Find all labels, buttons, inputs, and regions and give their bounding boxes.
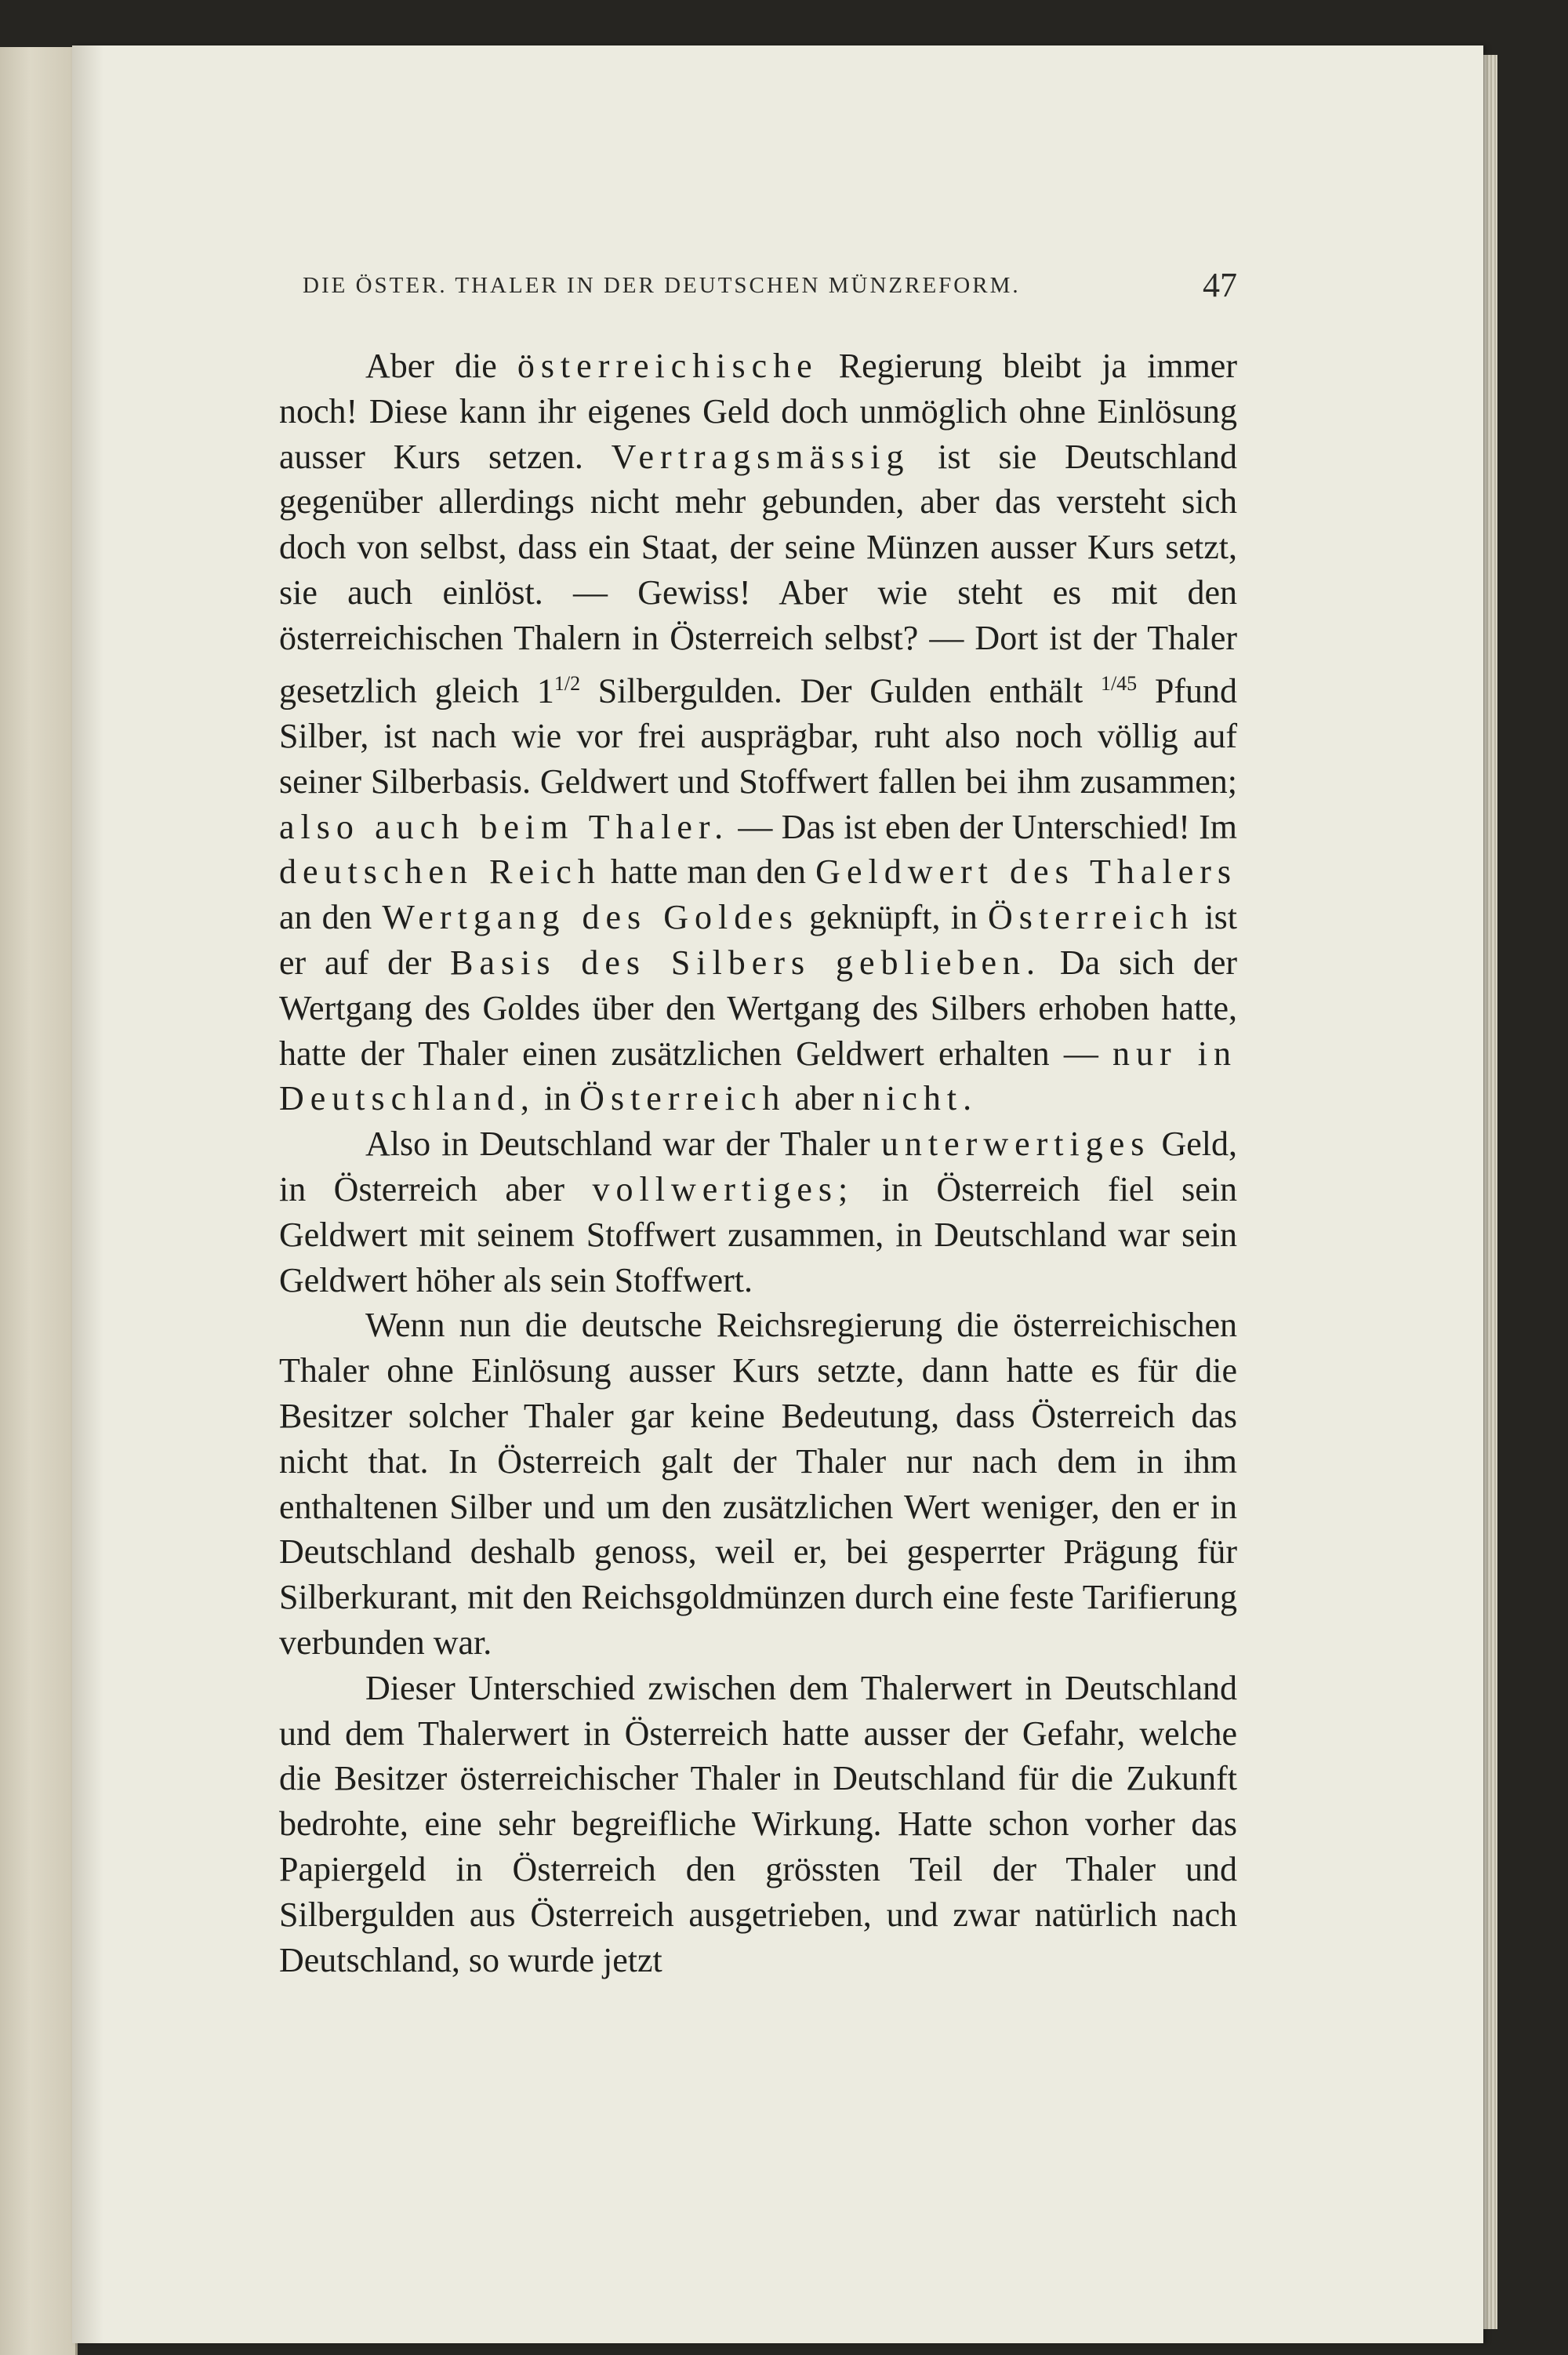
gutter-shadow: [72, 45, 103, 2343]
text-run: Silbergulden. Der Gulden enthält: [580, 671, 1101, 710]
text-run: — Das ist eben der Unterschied! Im: [729, 807, 1238, 846]
spaced-emphasis: Wertgang des Goldes: [382, 898, 799, 937]
spaced-emphasis: also auch beim Thaler.: [279, 807, 730, 846]
spaced-emphasis: Österreich: [988, 898, 1195, 937]
running-head: [303, 265, 1237, 312]
spaced-emphasis: Österreich: [579, 1079, 786, 1118]
text-run: aber: [786, 1079, 863, 1118]
text-run: hatte man den: [601, 852, 816, 892]
previous-page-edge: [0, 47, 78, 2355]
paragraph-2: [279, 1121, 1237, 1303]
fraction: 1/2: [554, 671, 581, 695]
text-run: Regierung bleibt ja immer noch! Diese kann ihr eigenes Geld doch unmöglich ohne Einlösung ausser Kurs setzen.: [279, 347, 1237, 476]
text-run: ist sie Deutschland gegenüber allerdings nicht mehr gebunden, aber das versteht sich doch von selbst, dass ein Staat, der seine Münzen ausser Kurs setzt, sie auch einlöst. — Gewiss! Aber wie steht es mit den österreichischen Thalern in Österreich selbst? — Dort ist der Thaler gesetzlich gleich 1: [279, 437, 1237, 710]
spaced-emphasis: Geldwert des Thalers: [815, 852, 1237, 892]
spaced-emphasis: nur in Deutschland,: [279, 1034, 1237, 1118]
spaced-emphasis: deutschen Reich: [279, 852, 601, 892]
running-title: DIE ÖSTER. THALER IN DER DEUTSCHEN MÜNZREFORM.: [303, 273, 1021, 298]
text-run: Geld, in Österreich aber: [279, 1125, 1237, 1208]
spaced-emphasis: Basis des Silbers geblieben.: [450, 943, 1042, 983]
fraction: 1/45: [1100, 671, 1138, 695]
spaced-emphasis: vollwertiges;: [592, 1170, 855, 1208]
paragraph-3: Wenn nun die deutsche Reichsregierung die österreichischen Thaler ohne Einlösung ausser Kurs setzte, dann hatte es für die Besitzer solcher Thaler gar keine Bedeutung, dass Österreich das nicht that. In Österreich galt der Thaler nur nach dem in ihm enthaltenen Silber und um den zusätzlichen Wert weniger, den er in Deutschland deshalb genoss, weil er, bei gesperrter Prägung für Silberkurant, mit den Reichsgoldmünzen durch eine feste Tarifierung verbunden war.: [279, 1306, 1237, 1662]
spaced-emphasis: nicht.: [862, 1079, 978, 1118]
text-run: Also in Deutschland war der Thaler: [365, 1125, 881, 1164]
text-run: an den: [279, 898, 383, 937]
page-number: 47: [1203, 266, 1237, 304]
paragraph-1: [279, 343, 1237, 1121]
spaced-emphasis: unterwertiges: [880, 1125, 1151, 1164]
spaced-emphasis: österreichische: [517, 347, 818, 385]
text-run: in Österreich fiel sein Geldwert mit seinem Stoffwert zusammen, in Deutschland war sein Geldwert höher als sein Stoffwert.: [279, 1170, 1237, 1299]
paragraph-4: Dieser Unterschied zwischen dem Thalerwert in Deutschland und dem Thalerwert in Österreich hatte ausser der Gefahr, welche die Besitzer österreichischer Thaler in Deutschland für die Zukunft bedrohte, eine sehr begreifliche Wirkung. Hatte schon vorher das Papiergeld in Österreich den grössten Teil der Thaler und Silbergulden aus Österreich ausgetrieben, und zwar natürlich nach Deutschland, so wurde jetzt: [279, 1668, 1237, 1979]
text-run: geknüpft, in: [798, 898, 989, 937]
text-run: Pfund Silber, ist nach wie vor frei ausprägbar, ruht also noch völlig auf seiner Silberbasis. Geldwert und Stoffwert fallen bei ihm zusammen;: [279, 671, 1238, 801]
spaced-emphasis: Vertragsmässig: [611, 437, 910, 476]
text-run: in: [535, 1079, 580, 1118]
text-run: Da sich der Wertgang des Goldes über den Wertgang des Silbers erhoben hatte, hatte der Thaler einen zusätzlichen Geldwert erhalten —: [279, 943, 1237, 1073]
text-run: Aber die: [365, 347, 517, 385]
body-text: [279, 343, 1237, 1982]
text-run: ist er auf der: [279, 898, 1238, 983]
